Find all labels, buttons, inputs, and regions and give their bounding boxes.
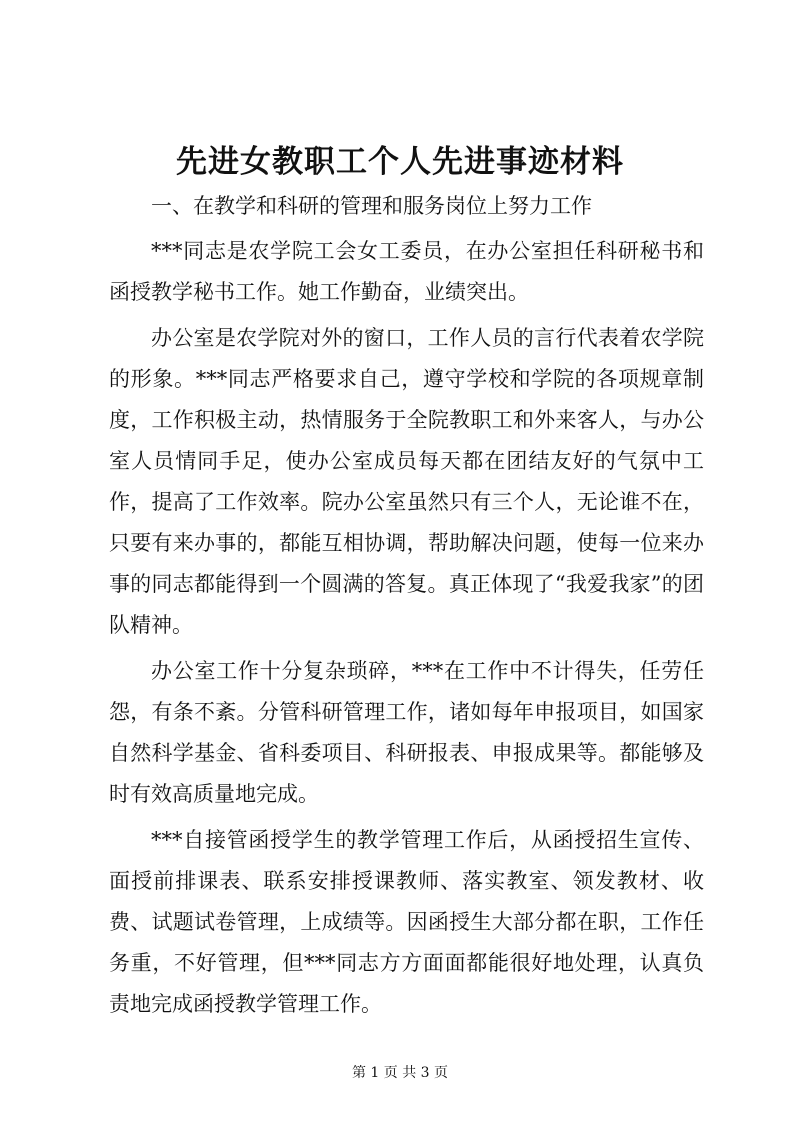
document-title: 先进女教职工个人先进事迹材料 — [176, 144, 624, 180]
paragraph: 办公室是农学院对外的窗口，工作人员的言行代表着农学院的形象。***同志严格要求自己，遵守学校和学院的各项规章制度，工作积极主动，热情服务于全院教职工和外来客人，与办公室人员情同手足，使办公室成员每天都在团结友好的气氛中工作，提高了工作效率。院办公室虽然只有三个人，无论谁不在，只要有来办事的，都能互相协调，帮助解决问题，使每一位来办事的同志都能得到一个圆满的答复。真正体现了“我爱我家”的团队精神。 — [109, 326, 704, 637]
paragraph: ***自接管函授学生的教学管理工作后，从函授招生宣传、面授前排课表、联系安排授课教师、落实教室、领发教材、收费、试题试卷管理，上成绩等。因函授生大部分都在职，工作任务重，不好管理，但***同志方方面面都能很好地处理，认真负责地完成函授教学管理工作。 — [109, 828, 704, 1016]
document-body — [109, 186, 704, 1030]
paragraph: ***同志是农学院工会女工委员，在办公室担任科研秘书和函授教学秘书工作。她工作勤奋，业绩突出。 — [109, 239, 704, 304]
page-number-footer: 第 1 页 共 3 页 — [351, 1065, 449, 1081]
paragraph: 办公室工作十分复杂琐碎，***在工作中不计得失，任劳任怨，有条不紊。分管科研管理工作，诸如每年申报项目，如国家自然科学基金、省科委项目、科研报表、申报成果等。都能够及时有效高质量地完成。 — [109, 659, 704, 806]
section-heading: 一、在教学和科研的管理和服务岗位上努力工作 — [151, 194, 592, 218]
